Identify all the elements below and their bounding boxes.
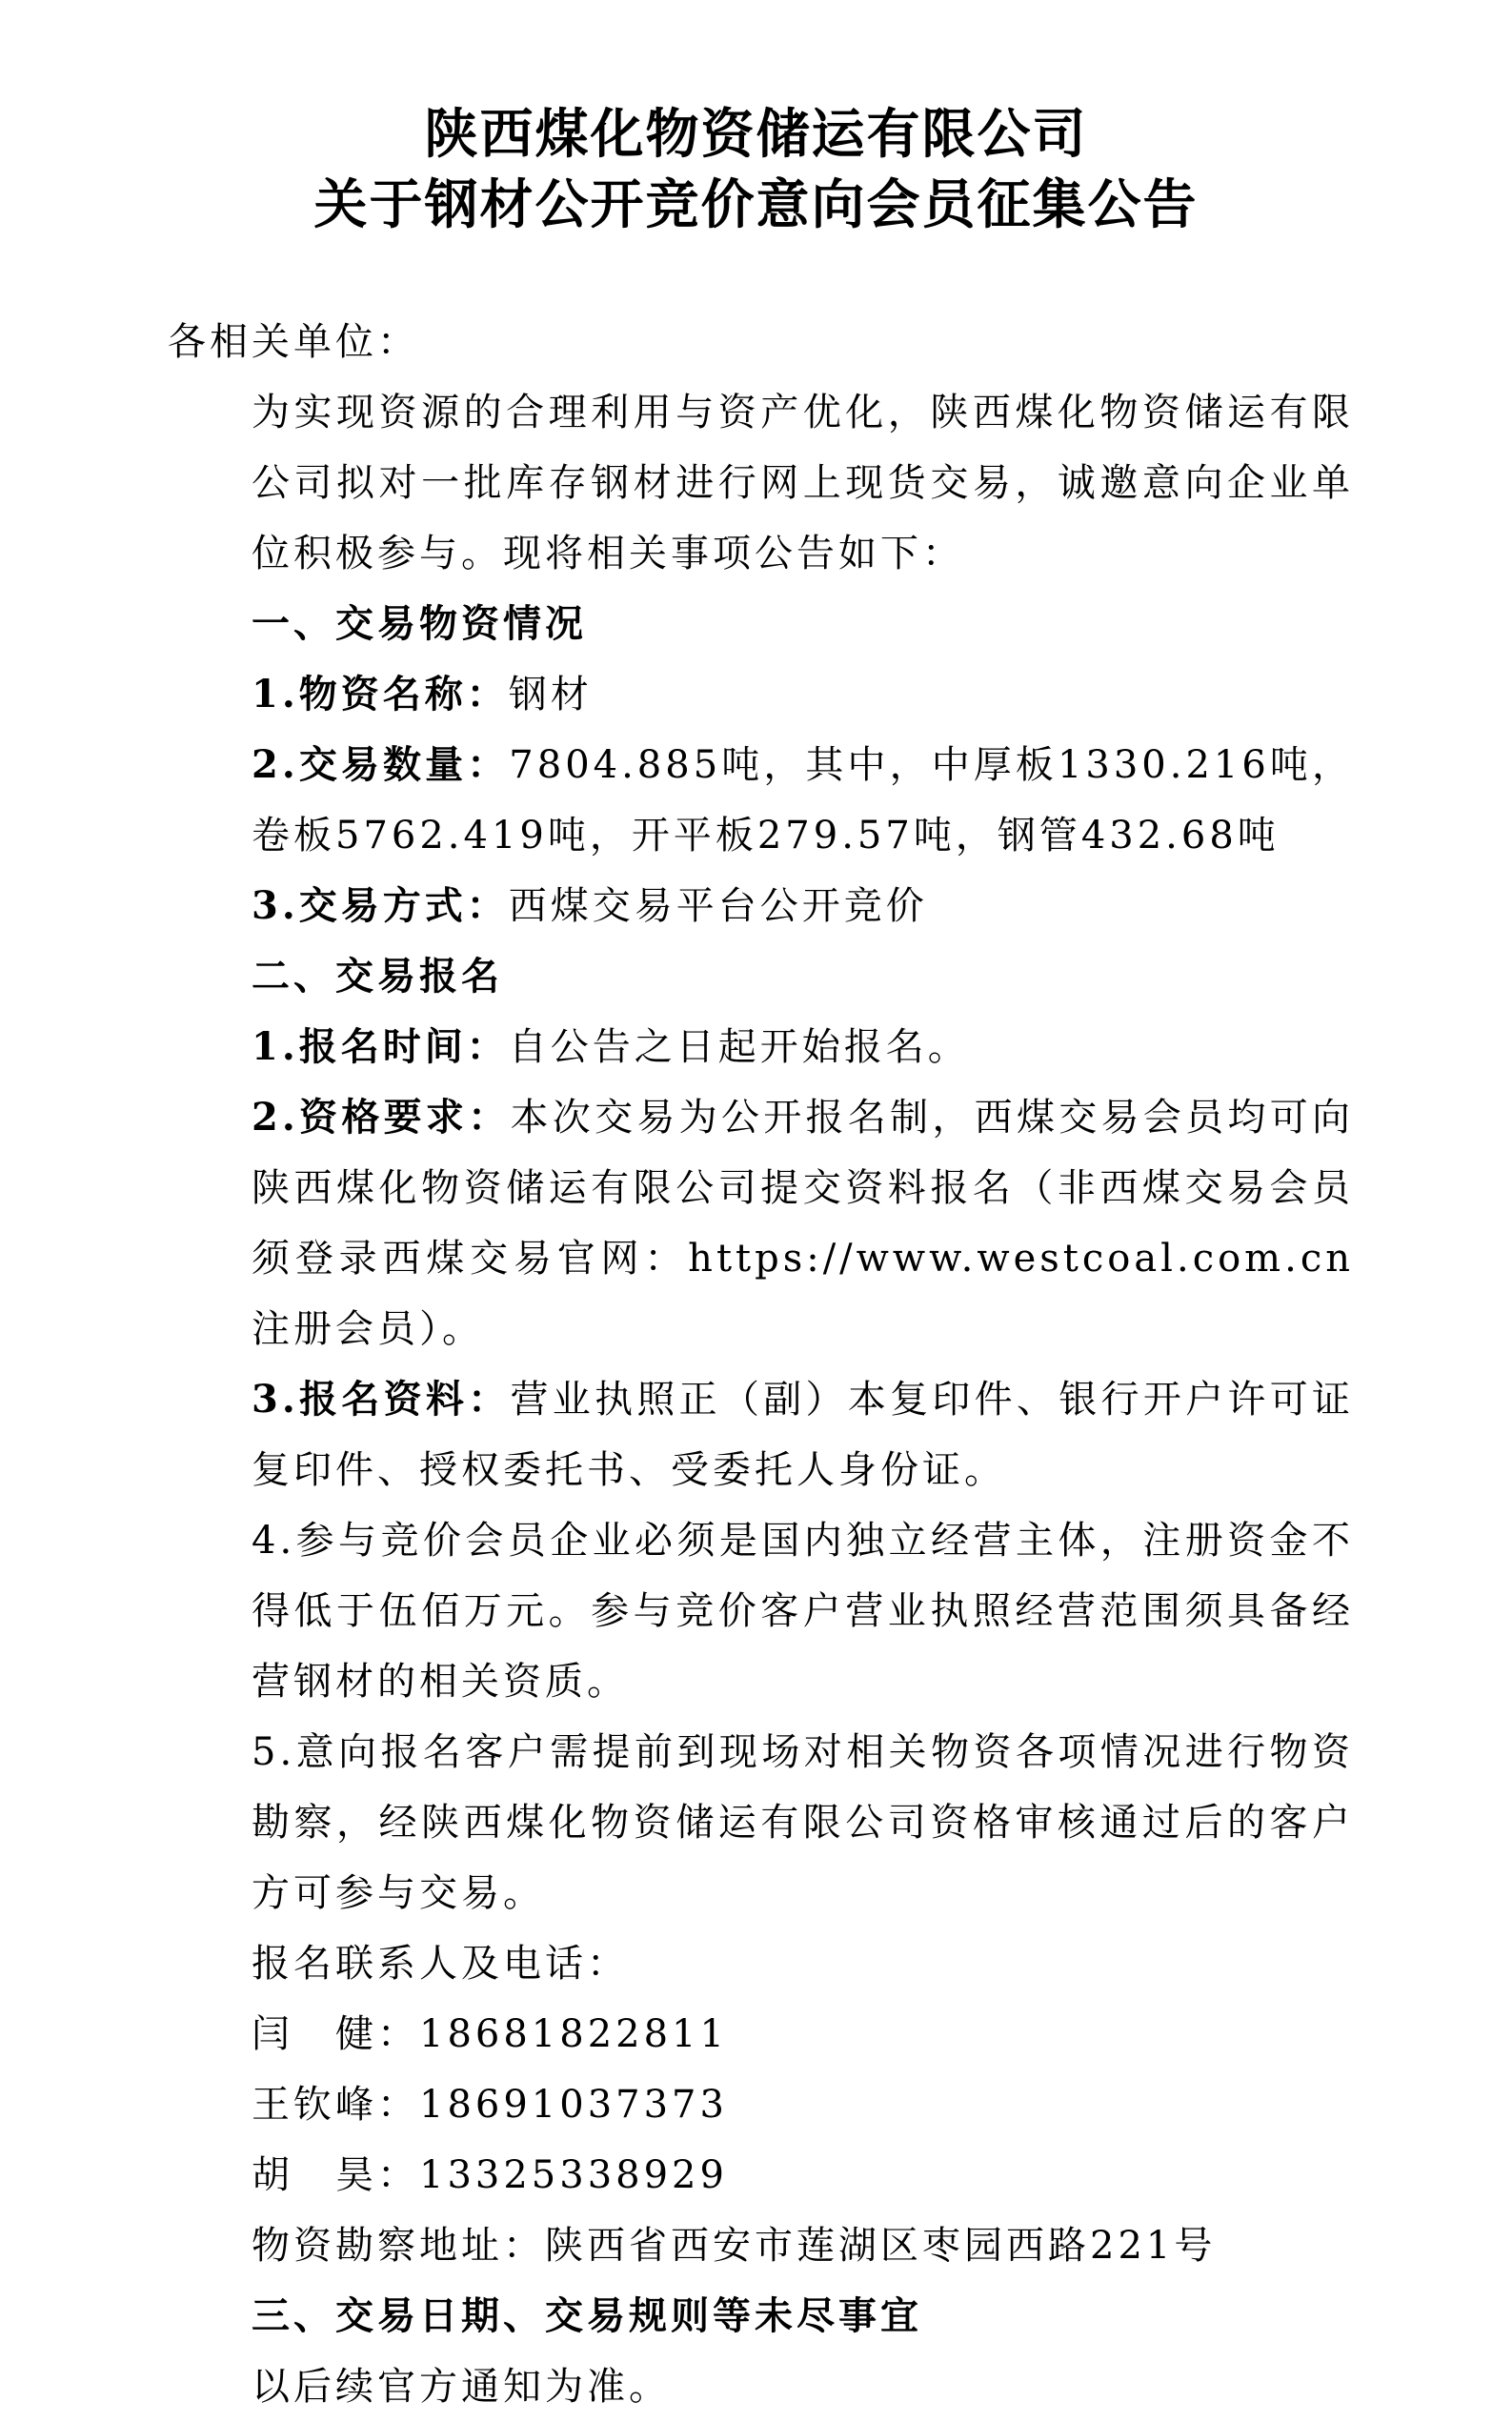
contact-name: 闫 健： xyxy=(252,2012,419,2056)
document-title-line1: 陕西煤化物资储运有限公司 xyxy=(424,104,1088,166)
contact-phone: 13325338929 xyxy=(419,2153,728,2197)
section1-item1 xyxy=(168,659,1354,730)
contact-row xyxy=(168,1999,1354,2069)
section1-item2 xyxy=(168,730,1354,871)
section2-item1 xyxy=(168,1012,1354,1082)
item-text: 自公告之日起开始报名。 xyxy=(508,1025,970,1069)
contact-name: 胡 昊： xyxy=(252,2153,419,2197)
item-text: 7804.885吨，其中，中厚板1330.216吨，卷板5762.419吨，开平板279.57吨，钢管432.68吨 xyxy=(252,743,1354,858)
document-body xyxy=(168,307,1354,2422)
contact-phone: 18681822811 xyxy=(419,2012,728,2056)
item-text: 钢材 xyxy=(508,673,593,717)
item-label: 3.报名资料： xyxy=(252,1377,511,1422)
section2-item5 xyxy=(168,1717,1354,1928)
section1-heading: 一、交易物资情况 xyxy=(252,602,587,646)
item-label: 3.交易方式： xyxy=(252,883,509,928)
item-label: 2.资格要求： xyxy=(252,1095,511,1140)
contact-name: 王钦峰： xyxy=(252,2083,419,2127)
contact-row xyxy=(168,2069,1354,2140)
contact-phone: 18691037373 xyxy=(419,2083,728,2127)
item-label: 2.交易数量： xyxy=(252,742,510,787)
inspection-address: 物资勘察地址：陕西省西安市莲湖区枣园西路221号 xyxy=(252,2224,1217,2268)
item-text: 5.意向报名客户需提前到现场对相关物资各项情况进行物资勘察，经陕西煤化物资储运有限公司资格审核通过后的客户方可参与交易。 xyxy=(252,1730,1354,1915)
section2-item2 xyxy=(168,1082,1354,1364)
item-label: 1.报名时间： xyxy=(252,1024,509,1069)
section2-heading: 二、交易报名 xyxy=(252,955,503,999)
section1-item3 xyxy=(168,871,1354,941)
contact-row xyxy=(168,2140,1354,2210)
item-text: 营业执照正（副）本复印件、银行开户许可证复印件、授权委托书、受委托人身份证。 xyxy=(252,1378,1354,1492)
section3-text: 以后续官方通知为准。 xyxy=(252,2365,671,2409)
intro-paragraph xyxy=(168,377,1354,589)
item-label: 1.物资名称： xyxy=(252,672,509,717)
salutation: 各相关单位： xyxy=(168,320,419,364)
section2-item3 xyxy=(168,1364,1354,1505)
section3-heading: 三、交易日期、交易规则等未尽事宜 xyxy=(252,2294,922,2338)
item-text: 本次交易为公开报名制，西煤交易会员均可向陕西煤化物资储运有限公司提交资料报名（非西煤交易会员须登录西煤交易官网：https://www.westcoal.com.cn注册会员）。 xyxy=(252,1096,1354,1351)
item-text: 西煤交易平台公开竞价 xyxy=(508,884,928,928)
intro-text: 为实现资源的合理利用与资产优化，陕西煤化物资储运有限公司拟对一批库存钢材进行网上现货交易，诚邀意向企业单位积极参与。现将相关事项公告如下： xyxy=(252,391,1354,575)
section2-item4 xyxy=(168,1505,1354,1717)
contacts-label: 报名联系人及电话： xyxy=(252,1942,629,1986)
document-title-line2: 关于钢材公开竞价意向会员征集公告 xyxy=(313,174,1199,236)
item-text: 4.参与竞价会员企业必须是国内独立经营主体，注册资金不得低于伍佰万元。参与竞价客户营业执照经营范围须具备经营钢材的相关资质。 xyxy=(252,1519,1354,1704)
